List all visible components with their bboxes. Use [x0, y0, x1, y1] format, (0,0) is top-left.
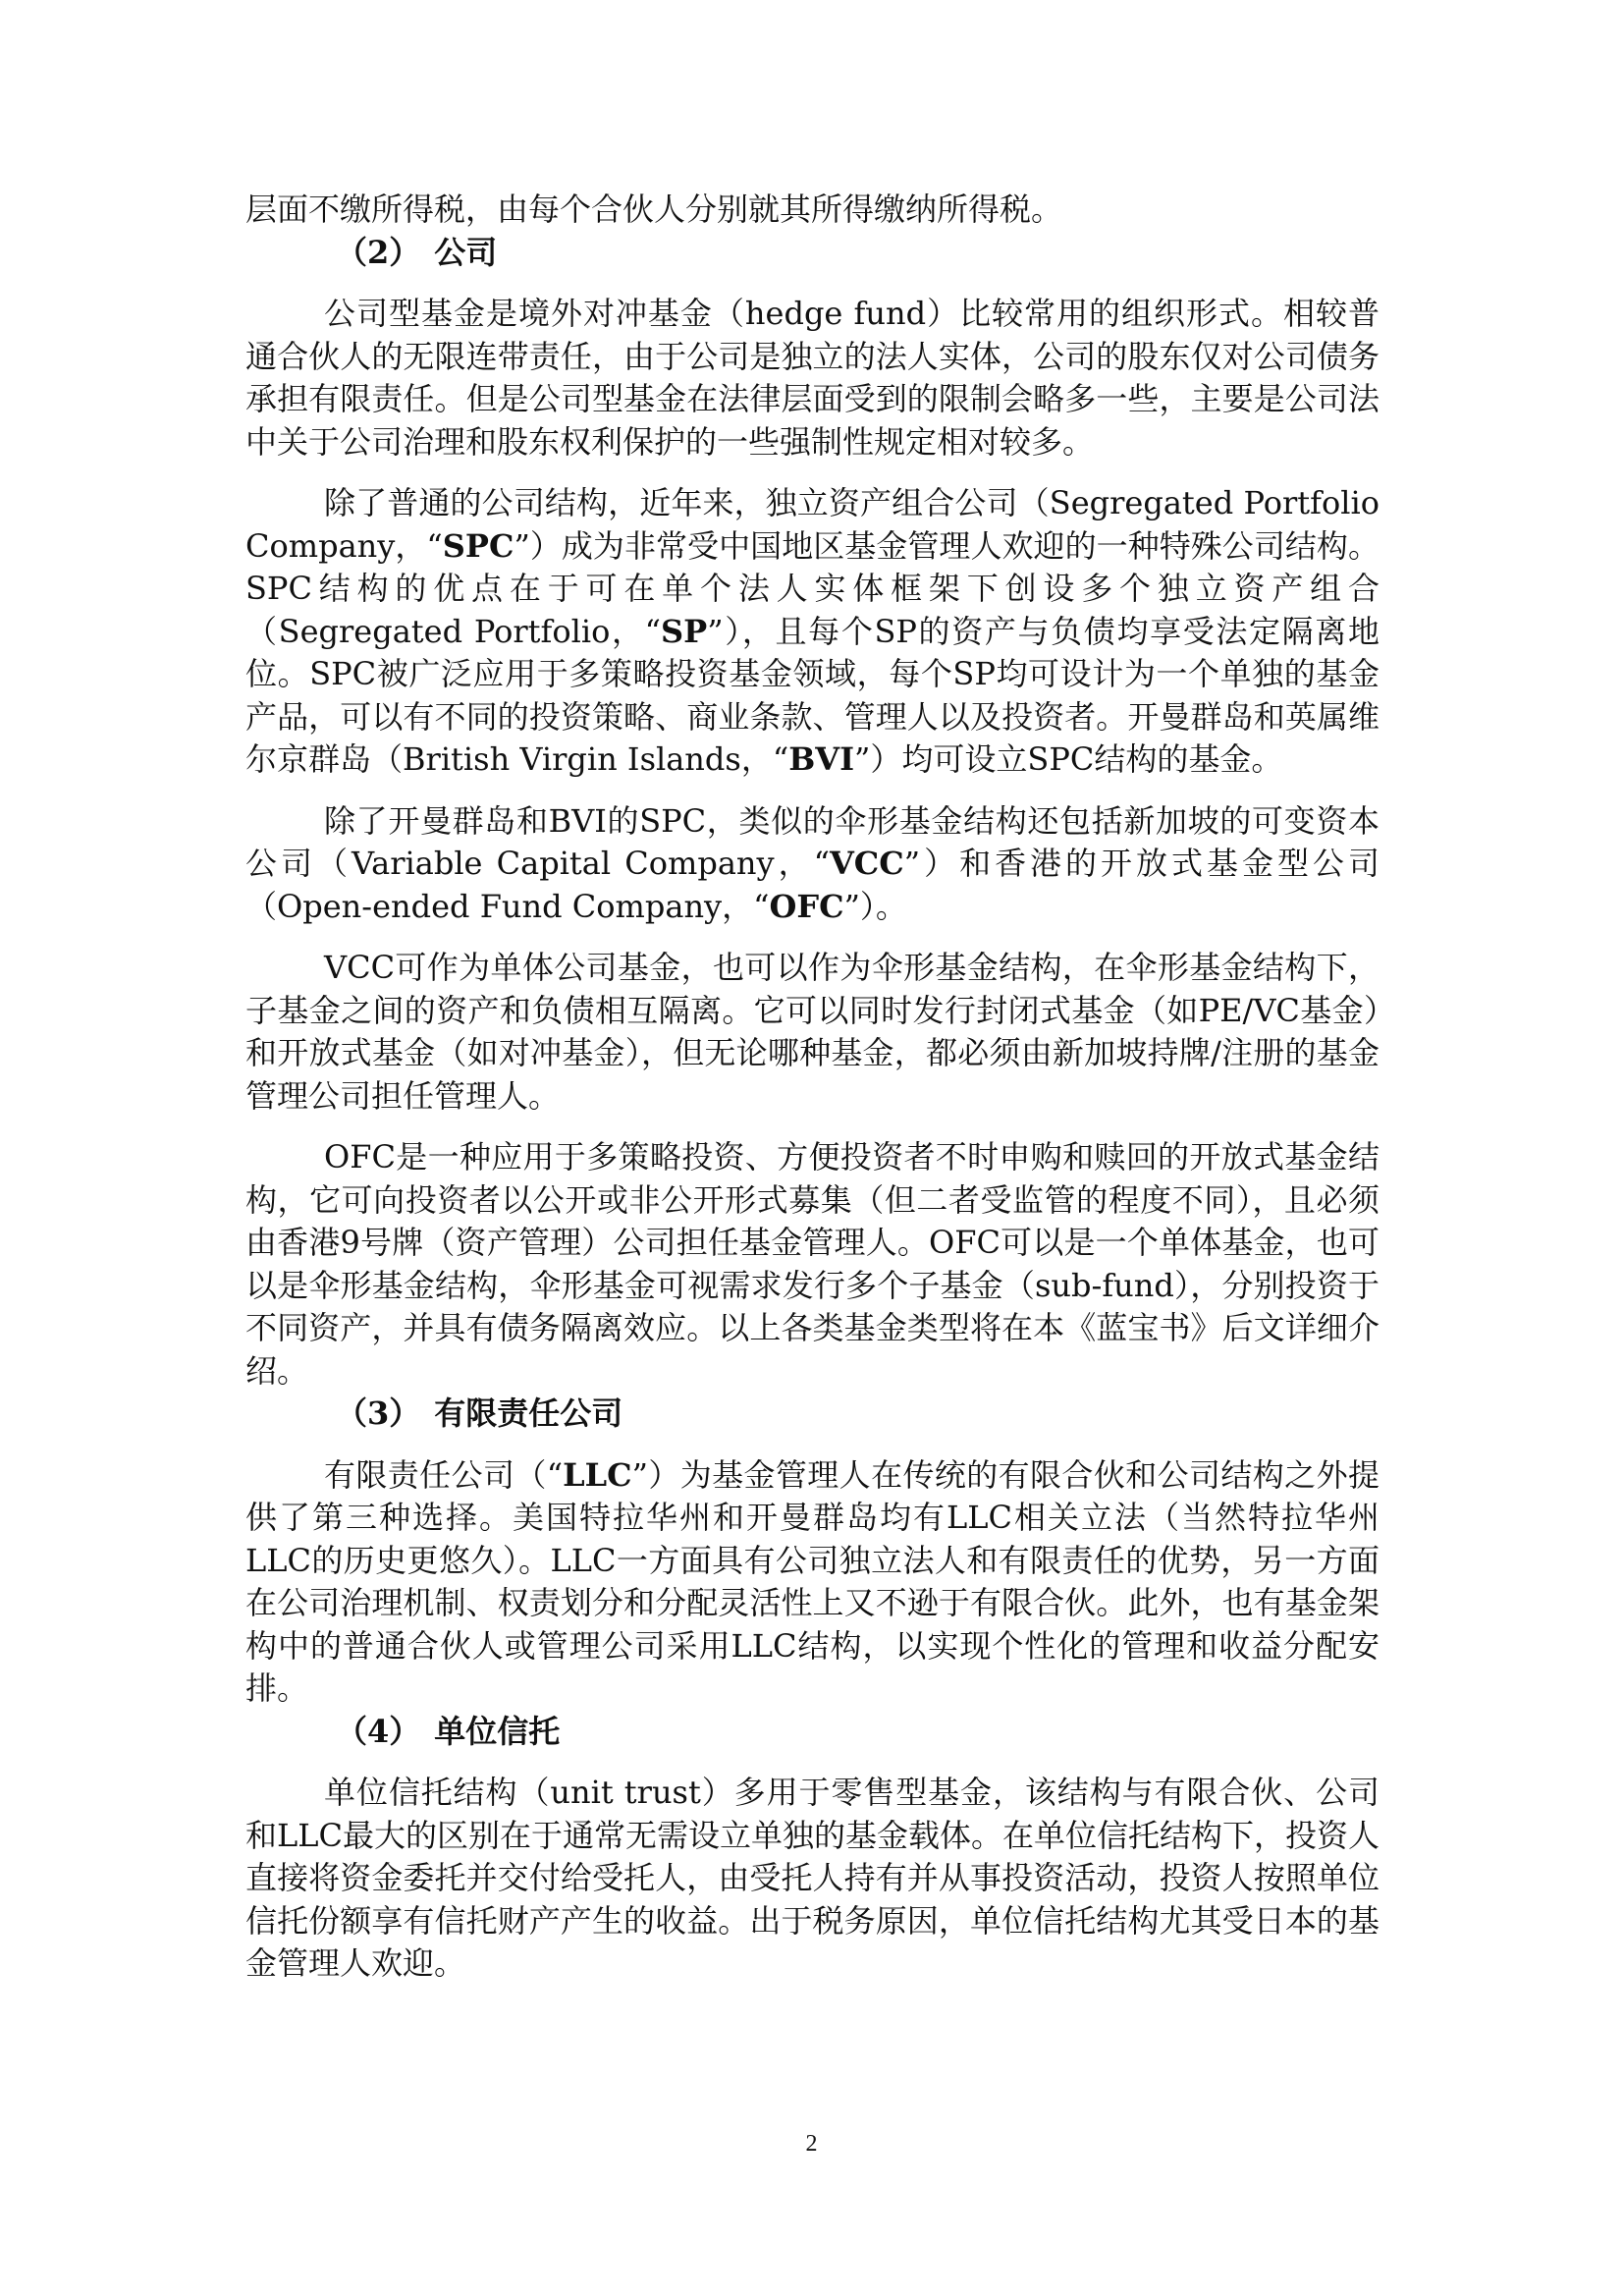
- paragraph-vcc: VCC可作为单体公司基金，也可以作为伞形基金结构，在伞形基金结构下，子基金之间的资产和负债相互隔离。它可以同时发行封闭式基金（如PE/VC基金）和开放式基金（如对冲基金），但无论哪种基金，都必须由新加坡持牌/注册的基金管理公司担任管理人。: [245, 949, 1380, 1115]
- paragraph-llc: 有限责任公司（“LLC”）为基金管理人在传统的有限合伙和公司结构之外提供了第三种选择。美国特拉华州和开曼群岛均有LLC相关立法（当然特拉华州LLC的历史更悠久）。LLC一方面具有公司独立法人和有限责任的优势，另一方面在公司治理机制、权责划分和分配灵活性上又不逊于有限合伙。此外，也有基金架构中的普通合伙人或管理公司采用LLC结构，以实现个性化的管理和收益分配安排。: [245, 1455, 1380, 1707]
- heading-llc: （3） 有限责任公司: [336, 1394, 623, 1432]
- paragraph-0: 层面不缴所得税，由每个合伙人分别就其所得缴纳所得税。: [245, 191, 1063, 228]
- document-body: [245, 189, 1380, 1986]
- paragraph-vcc-ofc: 除了开曼群岛和BVI的SPC，类似的伞形基金结构还包括新加坡的可变资本公司（Variable Capital Company，“VCC”）和香港的开放式基金型公司（Open-ended Fund Company，“OFC”）。: [245, 801, 1380, 925]
- paragraph-spc: 除了普通的公司结构，近年来，独立资产组合公司（Segregated Portfolio Company，“SPC”）成为非常受中国地区基金管理人欢迎的一种特殊公司结构。SPC结构的优点在于可在单个法人实体框架下创设多个独立资产组合（Segregated Portfolio，“SP”），且每个SP的资产与负债均享受法定隔离地位。SPC被广泛应用于多策略投资基金领域，每个SP均可设计为一个单独的基金产品，可以有不同的投资策略、商业条款、管理人以及投资者。开曼群岛和英属维尔京群岛（British Virgin Islands，“BVI”）均可设立SPC结构的基金。: [245, 484, 1380, 778]
- page-number: 2: [805, 2131, 818, 2157]
- heading-company: （2） 公司: [336, 233, 498, 271]
- paragraph-ofc: OFC是一种应用于多策略投资、方便投资者不时申购和赎回的开放式基金结构，它可向投资者以公开或非公开形式募集（但二者受监管的程度不同），且必须由香港9号牌（资产管理）公司担任基金管理人。OFC可以是一个单体基金，也可以是伞形基金结构，伞形基金可视需求发行多个子基金（sub-fund），分别投资于不同资产，并具有债务隔离效应。以上各类基金类型将在本《蓝宝书》后文详细介绍。: [245, 1138, 1380, 1390]
- heading-unit-trust: （4） 单位信托: [336, 1712, 561, 1750]
- paragraph-unit-trust: 单位信托结构（unit trust）多用于零售型基金，该结构与有限合伙、公司和LLC最大的区别在于通常无需设立单独的基金载体。在单位信托结构下，投资人直接将资金委托并交付给受托人，由受托人持有并从事投资活动，投资人按照单位信托份额享有信托财产产生的收益。出于税务原因，单位信托结构尤其受日本的基金管理人欢迎。: [245, 1774, 1380, 1982]
- paragraph-company-intro: 公司型基金是境外对冲基金（hedge fund）比较常用的组织形式。相较普通合伙人的无限连带责任，由于公司是独立的法人实体，公司的股东仅对公司债务承担有限责任。但是公司型基金在法律层面受到的限制会略多一些，主要是公司法中关于公司治理和股东权利保护的一些强制性规定相对较多。: [245, 295, 1380, 461]
